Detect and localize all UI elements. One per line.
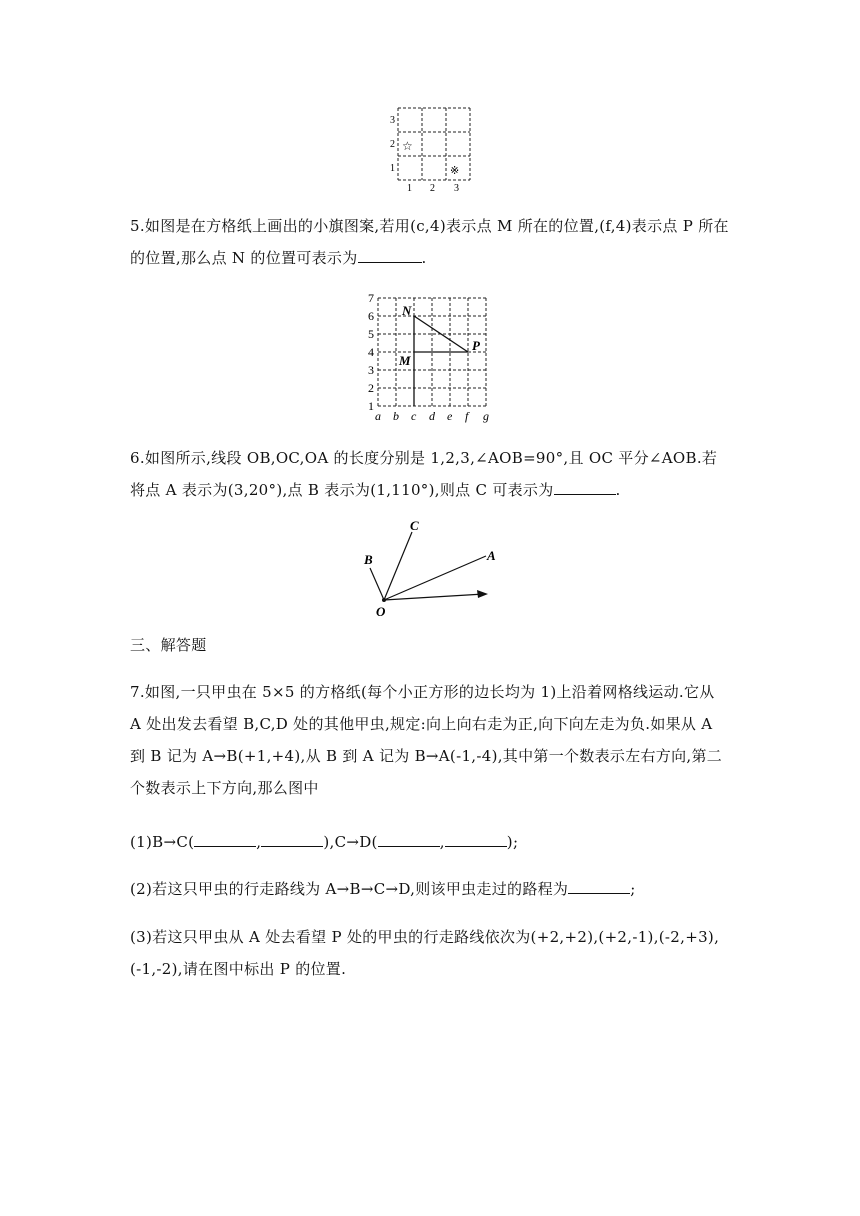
q4-xlabel-3: 3 — [454, 183, 459, 194]
q5-ylabel-2: 2 — [368, 381, 374, 395]
q5-answer-blank[interactable] — [358, 246, 422, 263]
q6-period: . — [615, 481, 621, 499]
q5-xlabel-c: c — [411, 409, 417, 423]
point-N-label: N — [402, 303, 412, 318]
star-icon: ☆ — [402, 139, 413, 153]
q5-ylabel-5: 5 — [368, 327, 374, 341]
q5-period: . — [421, 249, 427, 267]
q5-text — [130, 210, 730, 274]
q5-flag-figure — [366, 292, 496, 424]
origin-point — [382, 598, 386, 602]
q7-part1-suffix: ); — [506, 833, 519, 851]
q7-part2-question: (2)若这只甲虫的行走路线为 A→B→C→D,则该甲虫走过的路程为 — [130, 880, 569, 898]
arrow-head-icon — [477, 590, 488, 598]
point-O-label: O — [376, 604, 386, 619]
point-B-label: B — [364, 552, 373, 567]
q7-distance-blank[interactable] — [568, 877, 630, 894]
q7-part1-mid: ),C→D( — [323, 833, 378, 851]
q4-xlabel-2: 2 — [430, 183, 435, 194]
q4-ylabel-3: 3 — [390, 115, 395, 126]
point-M-label: M — [399, 353, 411, 368]
section-heading: 三、解答题 — [130, 636, 207, 654]
q6-question: 6.如图所示,线段 OB,OC,OA 的长度分别是 1,2,3,∠AOB=90°,且 OC 平分∠AOB.若将点 A 表示为(3,20°),点 B 表示为(1,110°),则点 C 可表示为 — [130, 449, 718, 499]
q4-ylabel-1: 1 — [390, 163, 395, 174]
q6-answer-blank[interactable] — [554, 478, 616, 495]
q5-ylabel-3: 3 — [368, 363, 374, 377]
point-P-label: P — [472, 338, 480, 353]
asterism-icon: ※ — [450, 165, 460, 177]
q5-ylabel-6: 6 — [368, 309, 374, 323]
q7-cd-x-blank[interactable] — [378, 830, 440, 847]
q7-question: 7.如图,一只甲虫在 5×5 的方格纸(每个小正方形的边长均为 1)上沿着网格线运动.它从 A 处出发去看望 B,C,D 处的其他甲虫,规定:向上向右走为正,向下向左走为负.如果从 A 到 B 记为 A→B(+1,+4),从 B 到 A 记为 B→A(-1,-4),其中第一个数表示左右方向,第二个数表示上下方向,那么图中 — [130, 683, 723, 797]
q5-ylabel-7: 7 — [368, 292, 374, 305]
q7-bc-y-blank[interactable] — [261, 830, 323, 847]
q7-cd-y-blank[interactable] — [445, 830, 507, 847]
q7-part3-question: (3)若这只甲虫从 A 处去看望 P 处的甲虫的行走路线依次为(+2,+2),(+2,-1),(-2,+3),(-1,-2),请在图中标出 P 的位置. — [130, 928, 720, 978]
q6-text — [130, 442, 730, 506]
q7-part3 — [130, 921, 730, 985]
point-C-label: C — [410, 518, 419, 533]
q7-text — [130, 676, 730, 804]
q7-bc-x-blank[interactable] — [194, 830, 256, 847]
q7-part2-suffix: ; — [630, 880, 636, 898]
q4-xlabel-1: 1 — [407, 183, 412, 194]
q7-part1-prefix: (1)B→C( — [130, 833, 195, 851]
point-A-label: A — [487, 548, 496, 563]
q4-grid-figure — [384, 104, 474, 194]
q4-ylabel-2: 2 — [390, 139, 395, 150]
q5-xlabel-b: b — [393, 409, 399, 423]
q7-part2 — [130, 873, 730, 905]
q5-ylabel-4: 4 — [368, 345, 374, 359]
q5-question: 5.如图是在方格纸上画出的小旗图案,若用(c,4)表示点 M 所在的位置,(f,4)表示点 P 所在的位置,那么点 N 的位置可表示为 — [130, 217, 729, 267]
q5-xlabel-d: d — [429, 409, 435, 423]
q6-rays-figure — [356, 518, 506, 620]
q7-part1-comma2: , — [439, 833, 445, 851]
q5-ylabel-1: 1 — [368, 399, 374, 413]
q5-xlabel-a: a — [375, 409, 381, 423]
q5-xlabel-g: g — [483, 409, 489, 423]
q5-xlabel-f: f — [465, 409, 469, 423]
q7-part1-comma: , — [256, 833, 262, 851]
q7-part1 — [130, 826, 730, 858]
q5-xlabel-e: e — [447, 409, 453, 423]
